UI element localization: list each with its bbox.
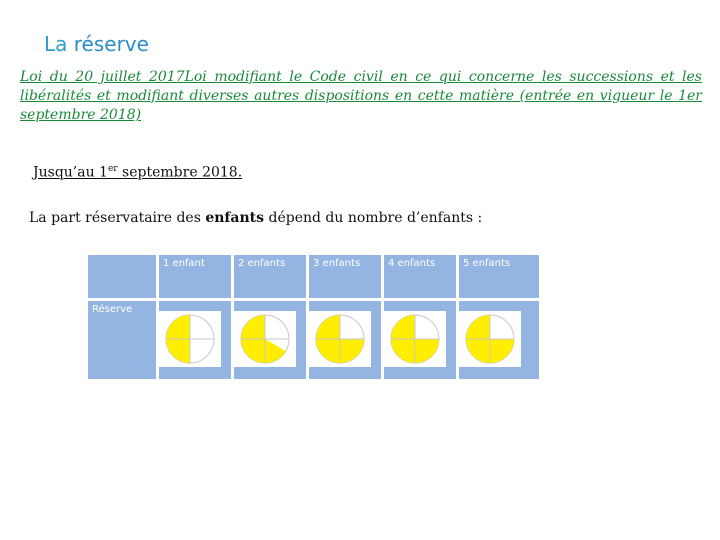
- table-data-cell: [159, 301, 231, 379]
- table-data-cell: [309, 301, 381, 379]
- table-data-cell: [459, 301, 539, 379]
- table-corner-cell: [88, 255, 156, 298]
- part-before: La part réservataire des: [29, 210, 206, 226]
- column-header: 5 enfants: [463, 258, 511, 269]
- reserve-table: [88, 255, 539, 379]
- title-accent: réserve: [73, 32, 149, 56]
- reserve-pie-chart: [309, 311, 371, 367]
- table-header-cell: [459, 255, 539, 298]
- table-data-cell: [234, 301, 306, 379]
- reserve-intro: [29, 210, 482, 226]
- page-title: [44, 32, 149, 56]
- column-header: 3 enfants: [313, 258, 361, 269]
- column-header: 1 enfant: [163, 258, 205, 269]
- table-header-cell: [159, 255, 231, 298]
- law-reference[interactable]: Loi du 20 juillet 2017Loi modifiant le Code civil en ce qui concerne les successions et les libéralités et modifiant diverses autres dispositions en cette matière (entrée en vigueur le 1er septembre 2018): [20, 69, 702, 123]
- column-header: 2 enfants: [238, 258, 286, 269]
- reserve-pie-chart: [159, 311, 221, 367]
- until-after: septembre 2018.: [117, 164, 243, 181]
- row-label: Réserve: [92, 304, 133, 315]
- row-label-cell: [88, 301, 156, 379]
- until-before: Jusqu’au 1: [33, 164, 108, 181]
- title-prefix: La: [44, 32, 74, 56]
- column-header: 4 enfants: [388, 258, 436, 269]
- reserve-pie-chart: [234, 311, 296, 367]
- until-sup: er: [107, 164, 118, 174]
- table-header-cell: [234, 255, 306, 298]
- until-date-heading: [33, 164, 242, 181]
- reserve-pie-chart: [384, 311, 446, 367]
- part-after: dépend du nombre d’enfants :: [264, 210, 483, 226]
- part-bold: enfants: [205, 210, 265, 226]
- reserve-pie-chart: [459, 311, 521, 367]
- table-data-cell: [384, 301, 456, 379]
- table-header-cell: [309, 255, 381, 298]
- table-header-cell: [384, 255, 456, 298]
